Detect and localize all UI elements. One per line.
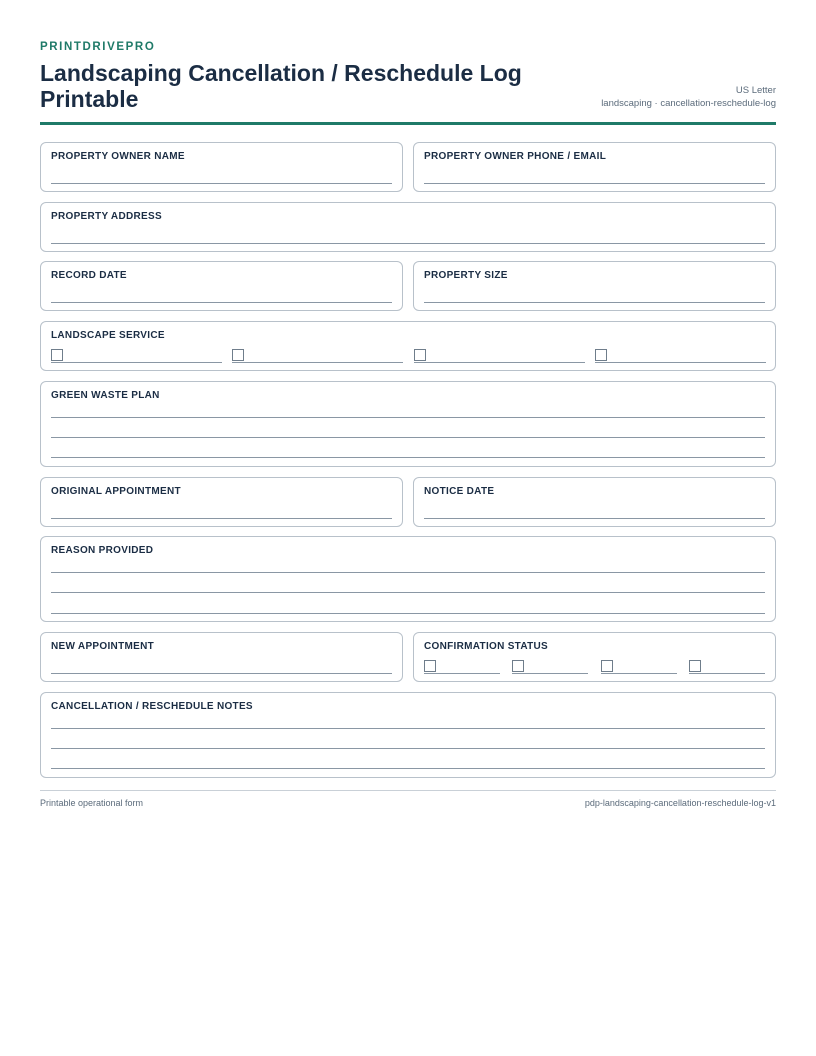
confirmation-option-1[interactable] (424, 660, 500, 674)
owner-contact-label: PROPERTY OWNER PHONE / EMAIL (424, 151, 607, 162)
option-line (512, 673, 588, 674)
footer-left-text: Printable operational form (40, 798, 144, 808)
green-waste-plan-label: GREEN WASTE PLAN (51, 390, 160, 401)
footer-form-id: pdp-landscaping-cancellation-reschedule-log-v1 (584, 798, 776, 808)
option-line (595, 362, 766, 363)
property-address-field[interactable] (40, 202, 776, 252)
checkbox[interactable] (232, 349, 244, 361)
original-appointment-field[interactable] (40, 477, 403, 527)
notice-date-field[interactable] (413, 477, 776, 527)
record-date-field[interactable] (40, 261, 403, 311)
property-size-field[interactable] (413, 261, 776, 311)
reason-line-1[interactable] (51, 572, 765, 573)
reason-provided-field[interactable] (40, 536, 776, 622)
option-line (424, 673, 500, 674)
option-line (232, 362, 403, 363)
property-address-line[interactable] (51, 243, 765, 244)
green-waste-line-2[interactable] (51, 437, 765, 438)
page-meta (601, 84, 776, 110)
confirmation-option-4[interactable] (689, 660, 765, 674)
property-address-label: PROPERTY ADDRESS (51, 211, 162, 222)
landscape-service-field (40, 321, 776, 371)
property-size-line[interactable] (424, 302, 765, 303)
page-title: Landscaping Cancellation / Reschedule Log Printable (40, 60, 522, 112)
green-waste-plan-field[interactable] (40, 381, 776, 467)
green-waste-line-3[interactable] (51, 457, 765, 458)
notes-line-3[interactable] (51, 768, 765, 769)
notes-field[interactable] (40, 692, 776, 778)
reason-line-3[interactable] (51, 613, 765, 614)
reason-provided-label: REASON PROVIDED (51, 545, 154, 556)
option-line (414, 362, 585, 363)
notes-label: CANCELLATION / RESCHEDULE NOTES (51, 701, 253, 712)
header-divider (40, 122, 776, 125)
original-appointment-label: ORIGINAL APPOINTMENT (51, 486, 181, 497)
confirmation-option-2[interactable] (512, 660, 588, 674)
owner-contact-line[interactable] (424, 183, 765, 184)
record-date-line[interactable] (51, 302, 392, 303)
new-appointment-field[interactable] (40, 632, 403, 682)
brand-logo: PRINTDRIVEPRO (40, 41, 156, 53)
landscape-service-option-2[interactable] (232, 349, 403, 363)
footer-divider (40, 790, 776, 791)
new-appointment-line[interactable] (51, 673, 392, 674)
checkbox[interactable] (689, 660, 701, 672)
confirmation-option-3[interactable] (601, 660, 677, 674)
landscape-service-option-3[interactable] (414, 349, 585, 363)
checkbox[interactable] (51, 349, 63, 361)
owner-name-field[interactable] (40, 142, 403, 192)
option-line (51, 362, 222, 363)
option-line (689, 673, 765, 674)
checkbox[interactable] (424, 660, 436, 672)
option-line (601, 673, 677, 674)
owner-name-label: PROPERTY OWNER NAME (51, 151, 185, 162)
property-size-label: PROPERTY SIZE (424, 270, 508, 281)
form-slug: landscaping · cancellation-reschedule-log (601, 98, 776, 109)
owner-name-line[interactable] (51, 183, 392, 184)
checkbox[interactable] (601, 660, 613, 672)
landscape-service-option-1[interactable] (51, 349, 222, 363)
notes-line-1[interactable] (51, 728, 765, 729)
checkbox[interactable] (512, 660, 524, 672)
original-appointment-line[interactable] (51, 518, 392, 519)
landscape-service-label: LANDSCAPE SERVICE (51, 330, 165, 341)
paper-size: US Letter (735, 85, 776, 96)
notes-line-2[interactable] (51, 748, 765, 749)
confirmation-status-field (413, 632, 776, 682)
notice-date-label: NOTICE DATE (424, 486, 495, 497)
owner-contact-field[interactable] (413, 142, 776, 192)
checkbox[interactable] (595, 349, 607, 361)
checkbox[interactable] (414, 349, 426, 361)
confirmation-status-label: CONFIRMATION STATUS (424, 641, 549, 652)
notice-date-line[interactable] (424, 518, 765, 519)
new-appointment-label: NEW APPOINTMENT (51, 641, 155, 652)
reason-line-2[interactable] (51, 592, 765, 593)
green-waste-line-1[interactable] (51, 417, 765, 418)
record-date-label: RECORD DATE (51, 270, 127, 281)
landscape-service-option-4[interactable] (595, 349, 766, 363)
